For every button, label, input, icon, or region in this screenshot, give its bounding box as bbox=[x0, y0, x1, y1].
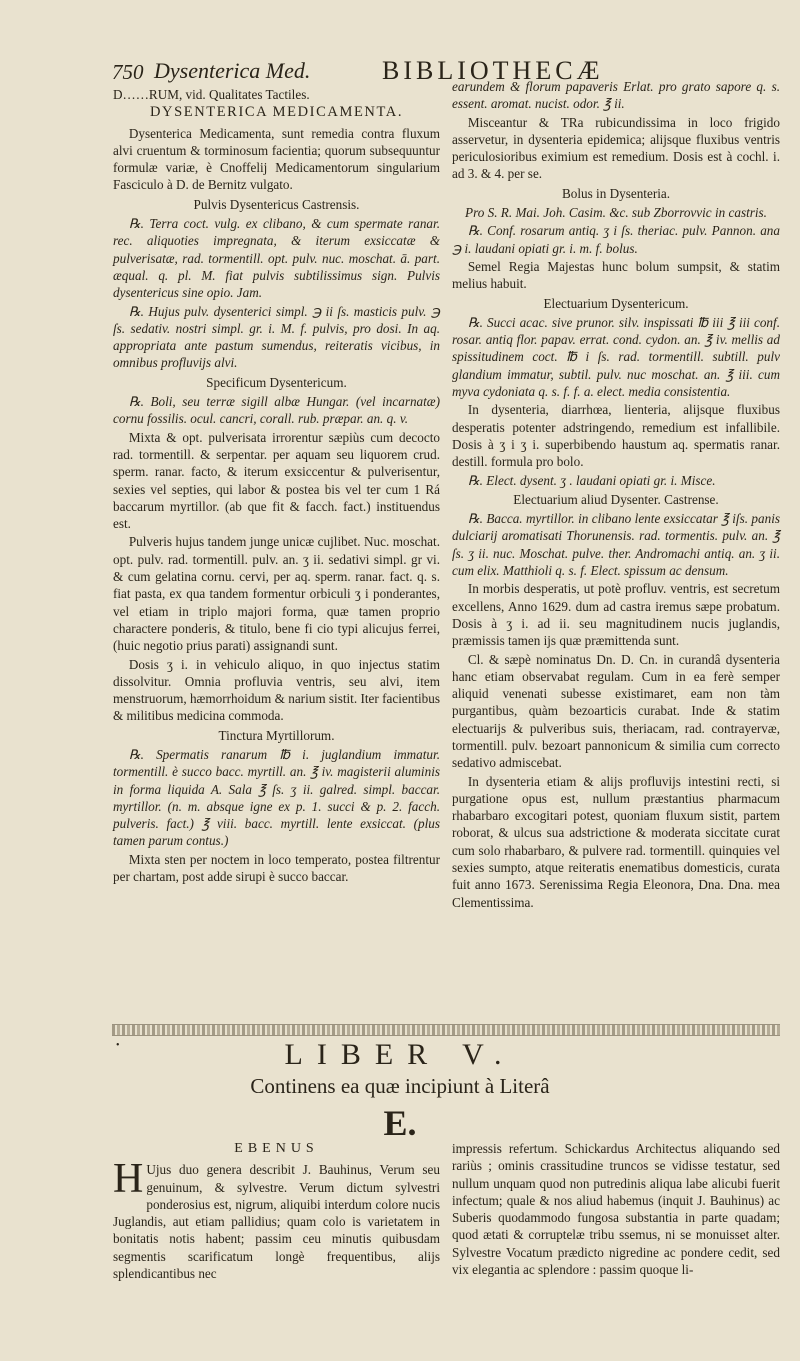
left-column bbox=[113, 86, 440, 886]
entry-text-continued: impressis refertum. Schickardus Architectus aliquando sed rariùs ; ominis crassitudine truncos se vidisse testatur, sed nullum unquam quod non putredinis aliqua labe alicubi fuerit infectum; quale & nos aliud habemus (inquit J. Bauhinus) ac Suberis quodammodo fungosa substantia in parte quadam; quod ætati & corruptelæ tribu ssemus, ni se monuisset alter. Sylvestre Vocatum prædicto nigredine ac pondere cedit, sed vix elegantia ac splendore : passim quoque li- bbox=[452, 1141, 780, 1278]
paragraph: Dysenterica Medicamenta, sunt remedia contra fluxum alvi cruentum & torminosum facientia; quorum subsequuntur formulæ variæ, è Cnoffelij Medicamentorum singularium Fasciculo à D. de Bernitz vulgato. bbox=[113, 125, 440, 193]
running-head-right: BIBLIOTHECÆ bbox=[382, 56, 604, 85]
entry-text bbox=[113, 1156, 440, 1282]
section-title: DYSENTERICA MEDICAMENTA. bbox=[149, 104, 404, 121]
lower-right-column bbox=[452, 1140, 780, 1279]
recipe: ℞. Bacca. myrtillor. in clibano lente exsiccatar ℥ iſs. panis dulciarij aromatisati Thorunensis. rad. tormentis. pulv. an. ℥ ſs. ʒ ii. nuc. Moschat. pulve. ther. Andromachi antiq. an. ʒ ii. cum elix. Matthioli q. s. f. Elect. spissum ac densum. bbox=[452, 511, 780, 579]
recipe: ℞. Boli, seu terræ sigill albæ Hungar. (vel incarnatæ) cornu fossilis. ocul. cancri, corall. rub. præpar. an. q. v. bbox=[113, 394, 440, 427]
recipe-title: Pulvis Dysentericus Castrensis. bbox=[193, 196, 360, 212]
ornamental-divider bbox=[112, 1024, 780, 1036]
paragraph: Pulveris hujus tandem junge unicæ cujlibet. Nuc. moschat. opt. pulv. rad. tormentill. pulv. an. ʒ ii. sedativi simpl. gr vi. & cum gelatina cornu. cervi, per aq. sperm. ranar. fact. q. s. fiat pasta, ex qua tandem formentur orbiculi ʒ i ponderantes, vel etiam in triplo majori forma, quæ tamen proprio charactere ponderis, & titulo, bene fi cio typi alicujus ferrei, (huic negotio prius parati) assignandi sunt. bbox=[113, 534, 440, 654]
cross-reference: D……RUM, vid. Qualitates Tactiles. bbox=[113, 87, 310, 102]
recipe: ℞. Conf. rosarum antiq. ʒ i ſs. theriac. pulv. Pannon. ana ℈ i. laudani opiati gr. i. m. f. bolus. bbox=[452, 223, 780, 256]
recipe: ℞. Succi acac. sive prunor. silv. inspissati ℔ iii ℥ iii conf. rosar. antiq flor. papav. errat. cond. cydon. an. ℥ iv. mellis ad spissitudinem coct. ℔ i ſs. rad. tormentill. subtill. pulv glandium immatur, subtil. pulv. nuc moschat. an. ℥ iii. cum myva cydoniata q. s. f. f. a. elect. media consistentia. bbox=[452, 314, 780, 400]
book-subtitle: Continens ea quæ incipiunt à Literâ bbox=[250, 1074, 550, 1098]
paragraph: In dysenteria etiam & alijs profluvijs intestini recti, si purgatione opus est, nullum præstantius pharmacum rhabarbaro excogitari potest, quoniam fluxum sistit, partem roborat, & ulcus sua adstrictione & moderata siccitate curat cum solo rhabarbaro, & pulvere rad. tormentill. quinquies vel sexies sumpto, atque reiteratis enematibus domesticis, curata fuit anno 1673. Serenissima Regia Eleonora, Dna. Dna. mea Clementissima. bbox=[452, 773, 780, 910]
recipe: ℞. Hujus pulv. dysenterici simpl. ℈ ii ſs. masticis pulv. ℈ ſs. sedativ. nostri simpl. gr. i. M. f. pulvis, pro dosi. In aq. appropriata ante pastum sumendus, reiteratis vicibus, in omnibus profluvijs alvi. bbox=[113, 303, 440, 371]
bullet-mark: • bbox=[116, 1040, 120, 1051]
recipe-subtitle: Pro S. R. Mai. Joh. Casim. &c. sub Zborrovvic in castris. bbox=[465, 205, 767, 221]
recipe: ℞. Terra coct. vulg. ex clibano, & cum spermate ranar. rec. aliquoties impregnata, & iterum exsiccatæ & pulverisatæ, rad. tormentill. opt. pulv. nuc. moschat. ā. part. æqual. q. pl. M. fiat pulvis subtilissimus sign. Pulvis dysentericus sine opio. Jam. bbox=[113, 216, 440, 301]
paragraph: In dysenteria, diarrhœa, lienteria, alijsque fluxibus desperatis potenter adstringendo, remedium est infallibile. Dosis à ʒ i ʒ i. superbibendo haustum aq. spermatis ranar. destill. formula pro bolo. bbox=[452, 402, 780, 470]
recipe-title: Bolus in Dysenteria. bbox=[561, 185, 671, 201]
paragraph: Dosis ʒ i. in vehiculo aliquo, in quo injectus statim dissolvitur. Omnia profluvia ventris, seu alvi, item menstruorum, hæmorrhoidum & narium sistit. Iter facientibus & militibus medicina commoda. bbox=[113, 656, 440, 724]
book-title: LIBER V. bbox=[284, 1038, 516, 1071]
paragraph: Semel Regia Majestas hunc bolum sumpsit, & statim melius habuit. bbox=[452, 258, 780, 292]
recipe: ℞. Spermatis ranarum ℔ i. juglandium immatur. tormentill. è succo bacc. myrtill. an. ℥ iv. magisterii aluminis in forma liquida A. Sala ℥ ſs. ʒ ii. galred. simpl. baccar. myrtillor. (n. m. absque igne ex p. 1. succi & p. 2. facch. pulveris. fact.) ℥ viii. bacc. myrtill. lente exsiccat. (plus tamen parum contus.) bbox=[113, 746, 440, 849]
recipe-title: Electuarium Dysentericum. bbox=[543, 295, 689, 311]
paragraph: Misceantur & TRa rubicundissima in loco frigido asservetur, in dysenteria epidemica; alijsque fluxibus ventris periculosioribus eximium est remedium. Dosis est à cochl. i. ad 3. & 4. per se. bbox=[452, 114, 780, 182]
paragraph: Mixta & opt. pulverisata irrorentur sæpiùs cum decocto rad. tormentill. & serpentar. per aquam seu liquorem crud. sperm. ranar. facto, & iterum exsiccentur & pulverisentur, sexies vel septies, qui labor & postea bis vel ter cum 1 Rá baccarum myrtillor. (ab que fit & facch. fact.) instituendus est. bbox=[113, 429, 440, 532]
drop-cap: H bbox=[113, 1156, 144, 1203]
recipe-title: Electuarium aliud Dysenter. Castrense. bbox=[513, 491, 719, 507]
paragraph: Mixta sten per noctem in loco temperato, postea filtrentur per chartam, post adde sirupi è succo baccar. bbox=[113, 851, 440, 885]
entry-heading: EBENUS bbox=[234, 1141, 319, 1156]
paragraph: Cl. & sæpè nominatus Dn. D. Cn. in curandâ dysenteria hanc etiam observabat regulam. Cum in ea ferè semper aliquid venenati subesse existimaret, eam non tàm purgantibus, quàm bezoarticis curabat. Inde & statim electuarijs & pulveribus suis, theriacam, rad. contrayervæ, tormentill. pulv. bezoart pannonicum & similia cum correcto sedativo admiscebat. bbox=[452, 651, 780, 771]
recipe-title: Tinctura Myrtillorum. bbox=[218, 727, 335, 743]
right-column bbox=[452, 78, 780, 912]
section-letter: E. bbox=[383, 1103, 417, 1143]
entry-body: Ujus duo genera describit J. Bauhinus, Verum seu genuinum, & sylvestre. Verum dictum sylvestri ponderosius est, nigrum, aliquibi interdum colore nucis Juglandis, aut etiam pallidius; quam colo is varietatem in bonitatis notis habent; passim ceu minutis quibusdam segmentis scarificatum longè frequentibus, alijs splendicantibus nec bbox=[113, 1162, 440, 1282]
recipe-title: Specificum Dysentericum. bbox=[206, 374, 347, 390]
paragraph: In morbis desperatis, ut potè profluv. ventris, est secretum excellens, Anno 1629. dum ad castra iremus sæpe probatum. Dosis à ʒ i. ad ii. seu magnitudinem nucis juglandis, præmissis tamen ijs quæ præmittenda sunt. bbox=[452, 581, 780, 649]
running-head-left: Dysenterica Med. bbox=[154, 58, 311, 83]
recipe: ℞. Elect. dysent. ʒ . laudani opiati gr. i. Misce. bbox=[467, 472, 716, 488]
recipe: earundem & florum papaveris Erlat. pro grato sapore q. s. essent. aromat. nucist. odor. ℥ ii. bbox=[452, 79, 780, 112]
page-number: 750 bbox=[112, 60, 144, 84]
lower-left-column bbox=[113, 1140, 440, 1283]
